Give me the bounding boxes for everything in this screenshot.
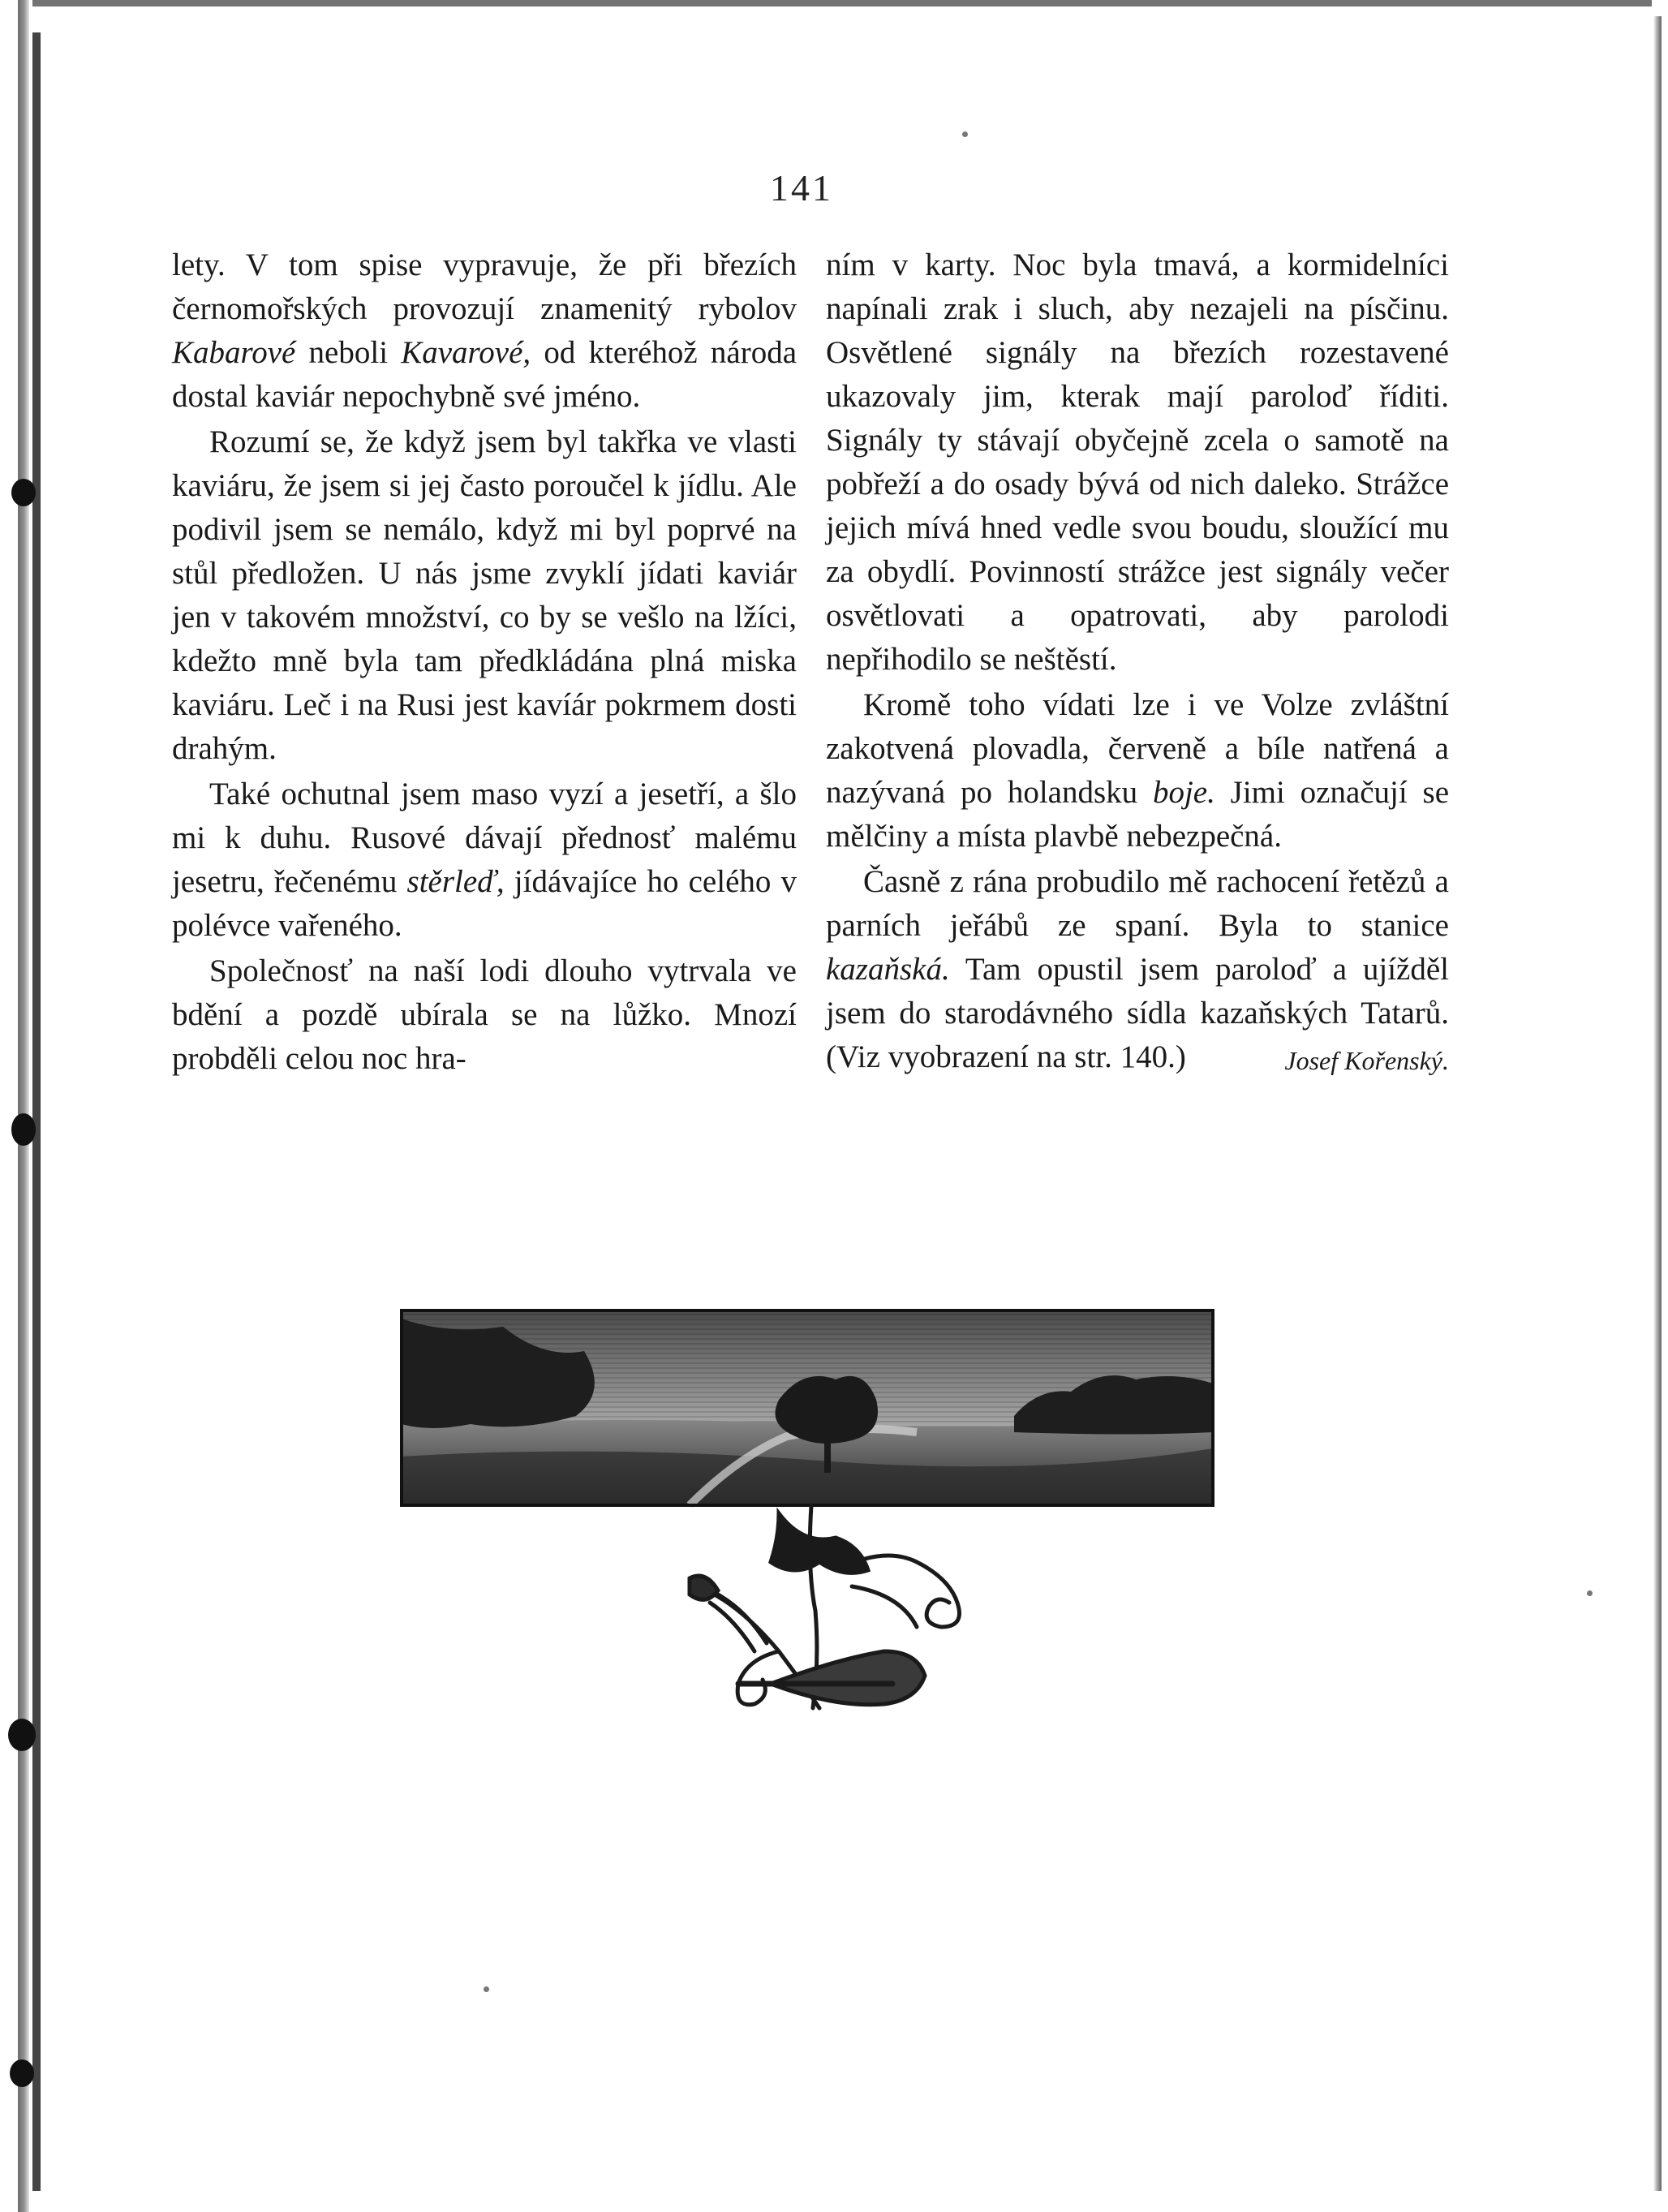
paragraph-text: neboli <box>308 335 389 370</box>
scan-speck <box>484 1986 489 1992</box>
scan-blot <box>11 1113 36 1146</box>
text-column-left <box>172 243 797 1081</box>
paragraph-text: Také ochutnal jsem maso vyzí a jesetří, a šlo mi k duhu. Rusové dávají přednosť malému jesetru, řečenému <box>172 777 797 899</box>
paragraph: Rozumí se, že když jsem byl takřka ve vlasti kaviáru, že jsem si jej často poroučel k jídlu. Ale podivil jsem se nemálo, když mi byl poprvé na stůl předložen. U nás jsme zvyklí jídati kaviár jen v takovém množství, co by se vešlo na lžíci, kdežto mně byla tam předkládána plná miska kaviáru. Leč i na Rusi jest kavíár pokrmem dosti drahým. <box>172 424 797 766</box>
paragraph-text: Kromě toho vídati lze i ve Volze zvláštní zakotvená plovadla, červeně a bíle natřená a nazývaná po holandsku <box>826 687 1449 810</box>
scan-speck <box>1587 1590 1593 1596</box>
paragraph <box>826 860 1449 1079</box>
paragraph-text: lety. V tom spise vypravuje, že při březích černomořských provozují znamenitý rybolov <box>172 247 797 326</box>
decorative-flourish <box>690 1505 960 1708</box>
paragraph <box>826 683 1449 859</box>
paragraph-text: Časně z rána probudilo mě rachocení řetězů a parních jeřábů ze spaní. Byla to stanice <box>826 864 1449 943</box>
italic-term: stěrleď, <box>406 864 505 899</box>
paragraph-text: jídávajíce ho celého v polévce vařeného. <box>172 864 797 943</box>
paragraph: Společnosť na naší lodi dlouho vytrvala ve bdění a pozdě ubírala se na lůžko. Mnozí probděli celou noc hra- <box>172 953 797 1076</box>
landscape-vignette-illustration <box>398 1302 1225 1724</box>
scan-left-edge <box>18 0 29 2212</box>
paragraph-text: Tam opustil jsem paroloď a ujížděl jsem do starodávného sídla kazaňských Tatarů. (Viz vyobrazení na str. 140.) <box>826 952 1450 1074</box>
scan-blot <box>10 2059 34 2087</box>
paragraph-text: od kteréhož národa dostal kaviár nepochybně své jméno. <box>172 335 797 414</box>
scan-speck <box>962 131 968 137</box>
page-number: 141 <box>770 167 833 209</box>
paragraph <box>172 772 797 948</box>
italic-term: Kabarové <box>172 335 296 370</box>
scan-left-binding <box>32 32 41 2191</box>
vignette-frame <box>402 1310 1213 1505</box>
scan-blot <box>8 1719 36 1751</box>
italic-term: Kavarové, <box>401 335 531 370</box>
italic-term: kazaňská. <box>826 952 950 987</box>
paragraph-text: Jimi označují se mělčiny a místa plavbě nebezpečná. <box>826 775 1450 854</box>
author-signature: Josef Kořenský. <box>1284 1046 1449 1075</box>
paragraph: ním v karty. Noc byla tmavá, a kormidelníci napínali zrak i sluch, aby nezajeli na písčinu. Osvětlené signály na březích rozestavené ukazovaly jim, kterak mají paroloď říditi. Signály ty stávají obyčejně zcela o samotě na pobřeží a do osady bývá od nich daleko. Strážce jejich mívá hned vedle svou boudu, sloužící mu za obydlí. Povinností strážce jest signály večer osvětlovati a opatrovati, aby parolodi nepřihodilo se neštěstí. <box>826 247 1449 677</box>
scan-blot <box>11 479 36 506</box>
text-column-right <box>826 243 1449 1082</box>
paragraph <box>172 243 797 419</box>
scan-top-edge <box>32 0 1652 6</box>
italic-term: boje. <box>1152 775 1215 810</box>
scan-right-edge <box>1653 16 1662 2191</box>
